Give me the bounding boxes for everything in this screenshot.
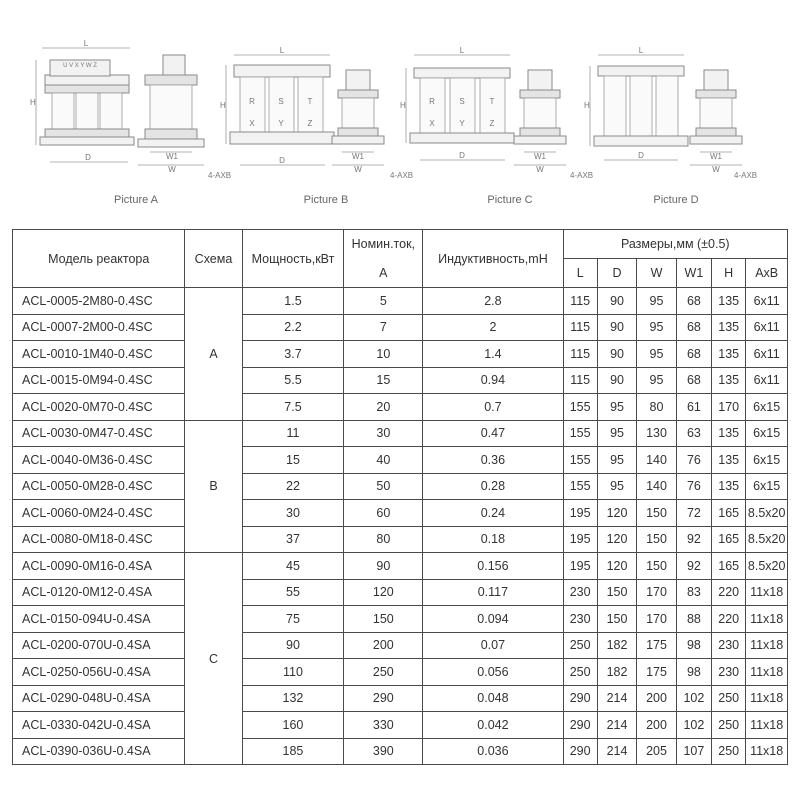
cell-power: 1.5 xyxy=(242,288,344,315)
cell-dim-w: 150 xyxy=(637,553,676,580)
cell-model: ACL-0390-036U-0.4SA xyxy=(13,738,185,765)
cell-dim-h: 165 xyxy=(712,553,746,580)
table-row xyxy=(13,500,788,527)
svg-text:W1: W1 xyxy=(352,152,364,161)
cell-dim-l: 155 xyxy=(563,394,597,421)
cell-dim-d: 120 xyxy=(597,526,636,553)
cell-dim-w: 140 xyxy=(637,473,676,500)
svg-text:H: H xyxy=(400,101,406,110)
cell-dim-axb: 6x11 xyxy=(746,288,788,315)
cell-dim-axb: 11x18 xyxy=(746,606,788,633)
cell-dim-l: 290 xyxy=(563,712,597,739)
svg-text:4-AXB: 4-AXB xyxy=(390,171,414,180)
cell-power: 90 xyxy=(242,632,344,659)
cell-power: 37 xyxy=(242,526,344,553)
svg-text:4-AXB: 4-AXB xyxy=(570,171,594,180)
cell-dim-l: 115 xyxy=(563,341,597,368)
cell-dim-h: 250 xyxy=(712,712,746,739)
cell-dim-w1: 98 xyxy=(676,632,711,659)
cell-model: ACL-0080-0M18-0.4SC xyxy=(13,526,185,553)
cell-dim-axb: 6x11 xyxy=(746,341,788,368)
svg-text:Y: Y xyxy=(278,119,284,128)
cell-power: 132 xyxy=(242,685,344,712)
cell-dim-axb: 8.5x20 xyxy=(746,553,788,580)
table-row xyxy=(13,659,788,686)
header-power: Мощность,кВт xyxy=(242,230,344,288)
cell-dim-d: 120 xyxy=(597,553,636,580)
cell-inductance: 0.036 xyxy=(423,738,563,765)
cell-dim-h: 220 xyxy=(712,579,746,606)
cell-inductance: 0.048 xyxy=(423,685,563,712)
cell-dim-l: 230 xyxy=(563,579,597,606)
cell-power: 110 xyxy=(242,659,344,686)
cell-dim-l: 115 xyxy=(563,314,597,341)
cell-current: 5 xyxy=(344,288,423,315)
svg-text:X: X xyxy=(249,119,255,128)
cell-model: ACL-0060-0M24-0.4SC xyxy=(13,500,185,527)
table-row xyxy=(13,473,788,500)
cell-inductance: 0.056 xyxy=(423,659,563,686)
cell-dim-w1: 68 xyxy=(676,314,711,341)
cell-dim-d: 182 xyxy=(597,659,636,686)
cell-dim-l: 290 xyxy=(563,738,597,765)
cell-dim-d: 90 xyxy=(597,367,636,394)
cell-dim-w: 170 xyxy=(637,579,676,606)
cell-current: 330 xyxy=(344,712,423,739)
cell-dim-w1: 72 xyxy=(676,500,711,527)
svg-text:T: T xyxy=(489,97,495,106)
table-row xyxy=(13,420,788,447)
cell-model: ACL-0050-0M28-0.4SC xyxy=(13,473,185,500)
cell-dim-axb: 6x15 xyxy=(746,394,788,421)
svg-text:L: L xyxy=(459,46,465,55)
svg-text:T: T xyxy=(307,97,313,106)
cell-model: ACL-0005-2M80-0.4SC xyxy=(13,288,185,315)
cell-dim-h: 165 xyxy=(712,500,746,527)
cell-model: ACL-0010-1M40-0.4SC xyxy=(13,341,185,368)
cell-dim-l: 115 xyxy=(563,288,597,315)
cell-dim-d: 95 xyxy=(597,473,636,500)
cell-dim-w1: 68 xyxy=(676,367,711,394)
cell-dim-d: 90 xyxy=(597,341,636,368)
cell-model: ACL-0030-0M47-0.4SC xyxy=(13,420,185,447)
svg-text:W1: W1 xyxy=(534,152,546,161)
svg-text:H: H xyxy=(30,98,36,107)
cell-current: 7 xyxy=(344,314,423,341)
svg-text:D: D xyxy=(279,156,285,165)
cell-dim-l: 155 xyxy=(563,420,597,447)
cell-scheme: C xyxy=(185,553,242,765)
header-dim-h: H xyxy=(712,259,746,288)
cell-dim-l: 155 xyxy=(563,473,597,500)
cell-dim-axb: 6x15 xyxy=(746,473,788,500)
svg-text:L: L xyxy=(279,46,285,55)
cell-dim-w1: 98 xyxy=(676,659,711,686)
picture-c-drawing xyxy=(400,46,593,180)
header-current: Номин.ток, xyxy=(344,230,423,259)
cell-model: ACL-0040-0M36-0.4SC xyxy=(13,447,185,474)
cell-dim-w: 95 xyxy=(637,314,676,341)
table-row xyxy=(13,606,788,633)
picture-c-caption: Picture C xyxy=(487,194,533,206)
cell-dim-w1: 107 xyxy=(676,738,711,765)
cell-inductance: 0.24 xyxy=(423,500,563,527)
picture-b-caption: Picture B xyxy=(303,194,349,206)
table-row xyxy=(13,367,788,394)
cell-dim-h: 170 xyxy=(712,394,746,421)
cell-dim-d: 95 xyxy=(597,447,636,474)
header-dimensions: Размеры,мм (±0.5) xyxy=(563,230,787,259)
picture-d-caption: Picture D xyxy=(653,194,699,206)
cell-dim-w: 200 xyxy=(637,685,676,712)
cell-current: 90 xyxy=(344,553,423,580)
cell-dim-axb: 6x15 xyxy=(746,447,788,474)
cell-dim-w1: 63 xyxy=(676,420,711,447)
cell-current: 80 xyxy=(344,526,423,553)
header-current-unit: А xyxy=(344,259,423,288)
cell-dim-h: 165 xyxy=(712,526,746,553)
svg-text:D: D xyxy=(638,151,644,160)
cell-dim-w: 170 xyxy=(637,606,676,633)
table-row xyxy=(13,314,788,341)
cell-inductance: 0.117 xyxy=(423,579,563,606)
table-row xyxy=(13,341,788,368)
cell-dim-h: 135 xyxy=(712,447,746,474)
cell-dim-l: 115 xyxy=(563,367,597,394)
cell-scheme: A xyxy=(185,288,242,421)
cell-current: 60 xyxy=(344,500,423,527)
cell-dim-d: 182 xyxy=(597,632,636,659)
cell-model: ACL-0250-056U-0.4SA xyxy=(13,659,185,686)
cell-dim-d: 90 xyxy=(597,314,636,341)
header-dim-d: D xyxy=(597,259,636,288)
reactor-spec-table xyxy=(12,229,788,765)
cell-dim-l: 155 xyxy=(563,447,597,474)
table-body xyxy=(13,288,788,765)
cell-dim-w1: 76 xyxy=(676,447,711,474)
picture-a-caption: Picture A xyxy=(113,194,159,206)
cell-dim-w1: 68 xyxy=(676,288,711,315)
cell-dim-l: 250 xyxy=(563,659,597,686)
cell-dim-w1: 92 xyxy=(676,526,711,553)
cell-dim-axb: 8.5x20 xyxy=(746,500,788,527)
svg-text:R: R xyxy=(429,97,435,106)
cell-power: 55 xyxy=(242,579,344,606)
cell-dim-l: 250 xyxy=(563,632,597,659)
svg-text:W: W xyxy=(354,165,362,174)
cell-dim-w1: 92 xyxy=(676,553,711,580)
cell-inductance: 0.36 xyxy=(423,447,563,474)
cell-current: 30 xyxy=(344,420,423,447)
cell-inductance: 2 xyxy=(423,314,563,341)
cell-power: 75 xyxy=(242,606,344,633)
cell-dim-w: 175 xyxy=(637,659,676,686)
svg-text:D: D xyxy=(459,151,465,160)
svg-text:W: W xyxy=(712,165,720,174)
cell-dim-h: 250 xyxy=(712,685,746,712)
cell-dim-h: 230 xyxy=(712,632,746,659)
cell-current: 390 xyxy=(344,738,423,765)
cell-dim-d: 95 xyxy=(597,394,636,421)
svg-text:S: S xyxy=(459,97,465,106)
cell-dim-l: 195 xyxy=(563,526,597,553)
cell-power: 22 xyxy=(242,473,344,500)
cell-dim-axb: 11x18 xyxy=(746,579,788,606)
technical-drawings xyxy=(0,0,800,225)
cell-dim-w1: 76 xyxy=(676,473,711,500)
cell-dim-h: 230 xyxy=(712,659,746,686)
cell-dim-axb: 11x18 xyxy=(746,712,788,739)
cell-dim-l: 195 xyxy=(563,553,597,580)
cell-dim-h: 135 xyxy=(712,314,746,341)
table-row xyxy=(13,738,788,765)
cell-dim-l: 290 xyxy=(563,685,597,712)
cell-model: ACL-0020-0M70-0.4SC xyxy=(13,394,185,421)
cell-power: 2.2 xyxy=(242,314,344,341)
svg-text:D: D xyxy=(85,153,91,162)
cell-current: 120 xyxy=(344,579,423,606)
cell-power: 15 xyxy=(242,447,344,474)
cell-inductance: 0.94 xyxy=(423,367,563,394)
cell-current: 40 xyxy=(344,447,423,474)
cell-dim-d: 214 xyxy=(597,685,636,712)
cell-power: 30 xyxy=(242,500,344,527)
cell-dim-h: 135 xyxy=(712,288,746,315)
header-model: Модель реактора xyxy=(13,230,185,288)
cell-model: ACL-0330-042U-0.4SA xyxy=(13,712,185,739)
svg-text:S: S xyxy=(278,97,284,106)
svg-text:X: X xyxy=(429,119,435,128)
cell-dim-d: 95 xyxy=(597,420,636,447)
cell-dim-axb: 11x18 xyxy=(746,632,788,659)
picture-d-drawing xyxy=(584,46,757,180)
cell-dim-d: 150 xyxy=(597,579,636,606)
cell-dim-axb: 6x11 xyxy=(746,314,788,341)
cell-dim-w: 95 xyxy=(637,367,676,394)
cell-dim-axb: 6x11 xyxy=(746,367,788,394)
picture-a-drawing xyxy=(30,39,231,180)
table-row xyxy=(13,447,788,474)
cell-dim-w1: 102 xyxy=(676,685,711,712)
cell-dim-axb: 11x18 xyxy=(746,659,788,686)
svg-text:L: L xyxy=(638,46,644,55)
svg-text:4-AXB: 4-AXB xyxy=(734,171,758,180)
cell-model: ACL-0015-0M94-0.4SC xyxy=(13,367,185,394)
table-row xyxy=(13,579,788,606)
cell-scheme: B xyxy=(185,420,242,553)
cell-dim-w: 200 xyxy=(637,712,676,739)
cell-inductance: 0.47 xyxy=(423,420,563,447)
cell-dim-h: 135 xyxy=(712,420,746,447)
cell-dim-w: 140 xyxy=(637,447,676,474)
cell-dim-axb: 11x18 xyxy=(746,738,788,765)
svg-text:Z: Z xyxy=(307,119,313,128)
cell-dim-l: 230 xyxy=(563,606,597,633)
cell-dim-d: 214 xyxy=(597,738,636,765)
cell-inductance: 0.28 xyxy=(423,473,563,500)
header-dim-w1: W1 xyxy=(676,259,711,288)
cell-dim-w: 150 xyxy=(637,500,676,527)
cell-dim-w: 95 xyxy=(637,341,676,368)
cell-model: ACL-0150-094U-0.4SA xyxy=(13,606,185,633)
cell-dim-d: 214 xyxy=(597,712,636,739)
cell-model: ACL-0200-070U-0.4SA xyxy=(13,632,185,659)
cell-dim-w: 130 xyxy=(637,420,676,447)
cell-dim-w1: 88 xyxy=(676,606,711,633)
cell-dim-w1: 83 xyxy=(676,579,711,606)
cell-model: ACL-0090-0M16-0.4SA xyxy=(13,553,185,580)
cell-dim-w: 205 xyxy=(637,738,676,765)
cell-inductance: 0.18 xyxy=(423,526,563,553)
header-dim-l: L xyxy=(563,259,597,288)
svg-text:Z: Z xyxy=(489,119,495,128)
svg-text:W1: W1 xyxy=(710,152,722,161)
cell-current: 250 xyxy=(344,659,423,686)
cell-dim-l: 195 xyxy=(563,500,597,527)
cell-dim-w: 150 xyxy=(637,526,676,553)
header-dim-w: W xyxy=(637,259,676,288)
cell-model: ACL-0290-048U-0.4SA xyxy=(13,685,185,712)
svg-text:4-AXB: 4-AXB xyxy=(208,171,232,180)
cell-current: 150 xyxy=(344,606,423,633)
cell-dim-d: 120 xyxy=(597,500,636,527)
table-row xyxy=(13,712,788,739)
cell-dim-axb: 11x18 xyxy=(746,685,788,712)
cell-current: 15 xyxy=(344,367,423,394)
svg-text:W: W xyxy=(168,165,176,174)
cell-inductance: 1.4 xyxy=(423,341,563,368)
cell-inductance: 0.07 xyxy=(423,632,563,659)
cell-inductance: 0.094 xyxy=(423,606,563,633)
cell-power: 45 xyxy=(242,553,344,580)
cell-current: 200 xyxy=(344,632,423,659)
cell-power: 160 xyxy=(242,712,344,739)
picture-b-drawing xyxy=(220,46,413,180)
cell-current: 50 xyxy=(344,473,423,500)
svg-text:Y: Y xyxy=(459,119,465,128)
cell-current: 10 xyxy=(344,341,423,368)
cell-dim-w: 95 xyxy=(637,288,676,315)
table-row xyxy=(13,685,788,712)
table-row xyxy=(13,526,788,553)
cell-dim-h: 135 xyxy=(712,367,746,394)
svg-text:U V X Y W Z: U V X Y W Z xyxy=(63,63,97,69)
cell-power: 11 xyxy=(242,420,344,447)
table-row xyxy=(13,632,788,659)
cell-power: 7.5 xyxy=(242,394,344,421)
cell-dim-axb: 6x15 xyxy=(746,420,788,447)
cell-dim-w: 80 xyxy=(637,394,676,421)
cell-current: 20 xyxy=(344,394,423,421)
header-inductance: Индуктивность,mH xyxy=(423,230,563,288)
cell-dim-w1: 102 xyxy=(676,712,711,739)
cell-dim-h: 220 xyxy=(712,606,746,633)
table-row xyxy=(13,553,788,580)
svg-text:R: R xyxy=(249,97,255,106)
svg-text:W1: W1 xyxy=(166,152,178,161)
cell-power: 185 xyxy=(242,738,344,765)
cell-dim-w1: 61 xyxy=(676,394,711,421)
cell-dim-w1: 68 xyxy=(676,341,711,368)
table-row xyxy=(13,288,788,315)
cell-dim-h: 135 xyxy=(712,341,746,368)
cell-inductance: 0.7 xyxy=(423,394,563,421)
cell-power: 3.7 xyxy=(242,341,344,368)
cell-dim-axb: 8.5x20 xyxy=(746,526,788,553)
svg-text:H: H xyxy=(584,101,590,110)
header-scheme: Схема xyxy=(185,230,242,288)
cell-dim-d: 150 xyxy=(597,606,636,633)
cell-inductance: 0.042 xyxy=(423,712,563,739)
cell-inductance: 0.156 xyxy=(423,553,563,580)
cell-dim-d: 90 xyxy=(597,288,636,315)
svg-text:L: L xyxy=(83,39,89,48)
cell-inductance: 2.8 xyxy=(423,288,563,315)
cell-power: 5.5 xyxy=(242,367,344,394)
header-dim-axb: AxB xyxy=(746,259,788,288)
svg-text:W: W xyxy=(536,165,544,174)
cell-dim-h: 135 xyxy=(712,473,746,500)
cell-model: ACL-0120-0M12-0.4SA xyxy=(13,579,185,606)
svg-text:H: H xyxy=(220,101,226,110)
cell-current: 290 xyxy=(344,685,423,712)
table-row xyxy=(13,394,788,421)
cell-dim-w: 175 xyxy=(637,632,676,659)
cell-model: ACL-0007-2M00-0.4SC xyxy=(13,314,185,341)
cell-dim-h: 250 xyxy=(712,738,746,765)
